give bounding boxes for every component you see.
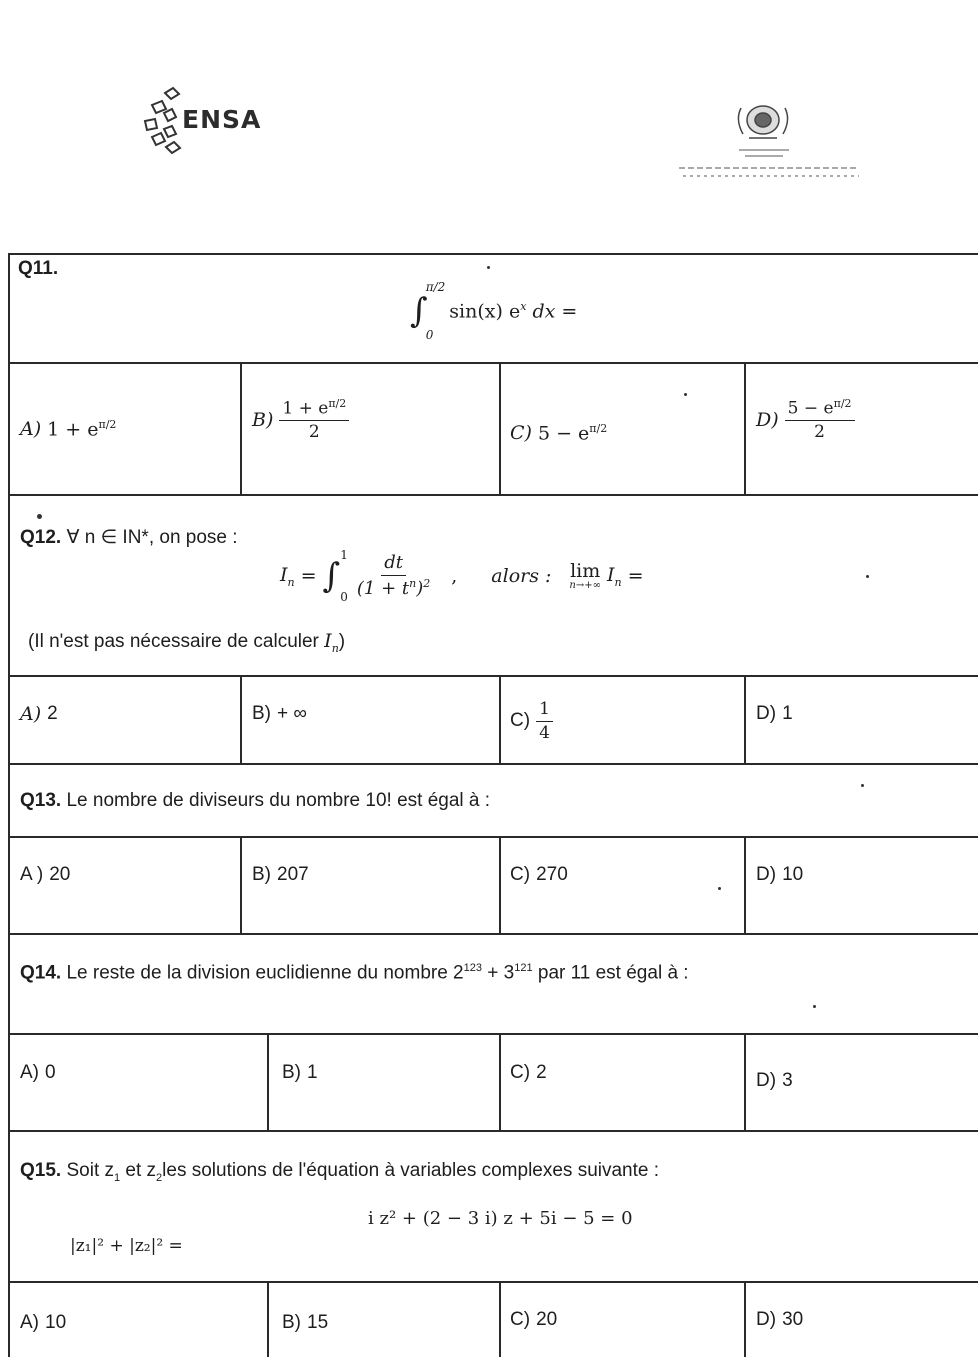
- q12-upper-bound: 1: [340, 548, 348, 562]
- q15-option-d-text: 30: [782, 1309, 804, 1330]
- q11-lower-bound: 0: [425, 328, 434, 342]
- q12-eq: =: [300, 565, 317, 587]
- q12-intro: ∀ n ∈ IN*, on pose :: [66, 527, 238, 548]
- rule-q11-col3: [744, 362, 746, 494]
- q12-option-a-letter: A): [20, 703, 42, 725]
- rule-q12-col1: [240, 675, 242, 763]
- q11-option-c-letter: C): [510, 422, 532, 445]
- q12-option-b[interactable]: [252, 703, 307, 725]
- q15-text-c: les solutions de l'équation à variables complexes suivante :: [162, 1160, 660, 1181]
- q14-option-b[interactable]: [282, 1062, 318, 1084]
- q15-option-a-text: 10: [45, 1312, 67, 1333]
- q12-option-c[interactable]: [510, 700, 553, 742]
- q11-option-a-text: 1 + e: [47, 418, 99, 441]
- q11-option-c[interactable]: [510, 422, 607, 444]
- q15-text-b: et z: [120, 1160, 157, 1181]
- q14-option-c-text: 2: [536, 1062, 547, 1083]
- q12-option-a[interactable]: [20, 703, 58, 725]
- ensa-logo-text: ENSA: [182, 105, 262, 134]
- rule-q14-col3: [744, 1033, 746, 1130]
- q15-sub2: 2: [156, 1171, 163, 1184]
- q14-label: Q14.: [20, 962, 62, 984]
- q15-equation: i z² + (2 − 3 i) z + 5i − 5 = 0: [368, 1208, 633, 1229]
- q12-option-b-letter: B): [252, 703, 271, 724]
- q12-definition: $I_n$ = ∫ 1 0 $\frac{dt}{(1 + t^n)^2}$ , alors : lim n→+∞ $I_n$ =: [280, 548, 644, 604]
- q14-option-a-letter: A): [20, 1062, 39, 1083]
- rule-q13-col2: [499, 836, 501, 933]
- q12-option-d-text: 1: [782, 703, 793, 724]
- q12-option-a-text: 2: [47, 703, 58, 724]
- q15-option-a[interactable]: [20, 1312, 66, 1334]
- rule-q13-col3: [744, 836, 746, 933]
- q11-option-d-letter: D): [756, 409, 779, 432]
- q11-dx: dx =: [532, 300, 578, 323]
- q15-sub1: 1: [114, 1171, 121, 1184]
- q12-note-var-sub: n: [331, 641, 339, 655]
- q11-option-a-letter: A): [20, 418, 42, 441]
- q11-integrand: sin(x) e: [449, 300, 521, 323]
- q15-option-b-text: 15: [307, 1312, 329, 1333]
- rule-q12-col2: [499, 675, 501, 763]
- q13-option-b-text: 207: [277, 864, 309, 885]
- q11-option-b-num: 1 + e: [282, 398, 329, 419]
- q12-lower-bound: 0: [340, 590, 348, 604]
- kingdom-seal: [675, 98, 865, 188]
- q12-note: [28, 630, 345, 655]
- q11-option-b-letter: B): [252, 409, 274, 432]
- ensa-logo: [140, 85, 280, 155]
- q15-option-d-letter: D): [756, 1309, 777, 1330]
- q14-option-d-letter: D): [756, 1070, 777, 1091]
- q11-integrand-exp: x: [520, 299, 527, 313]
- q12-note-var: I: [324, 630, 332, 652]
- q13-option-c-letter: C): [510, 864, 531, 885]
- rule-q14-col1: [267, 1033, 269, 1130]
- rule-q13-options-bottom: [8, 933, 978, 935]
- scan-speck: [813, 1005, 816, 1008]
- q13-option-c[interactable]: [510, 864, 568, 886]
- q11-option-c-exp: π/2: [589, 422, 608, 435]
- q13-header: [20, 790, 490, 812]
- q15-label: Q15.: [20, 1160, 62, 1181]
- q14-exp2: 121: [514, 962, 533, 974]
- q12-alors: alors :: [491, 565, 552, 587]
- q15-modulus-sum: |z₁|² + |z₂|² =: [70, 1236, 183, 1256]
- q11-option-d-num: 5 − e: [787, 398, 834, 419]
- q13-option-a-letter: A ): [20, 864, 44, 885]
- q14-option-b-text: 1: [307, 1062, 318, 1083]
- q14-text-before: Le reste de la division euclidienne du nombre 2: [66, 962, 464, 984]
- q12-lhs: I: [280, 563, 288, 586]
- q14-option-d[interactable]: [756, 1070, 793, 1092]
- rule-q12-col3: [744, 675, 746, 763]
- q13-option-c-text: 270: [536, 864, 568, 885]
- q12-note-end: ): [338, 631, 346, 652]
- q14-header: [20, 962, 689, 984]
- q12-option-c-num: 1: [536, 700, 553, 722]
- q15-option-b-letter: B): [282, 1312, 301, 1333]
- rule-left: [8, 253, 10, 1357]
- q12-frac-den-exp: n: [409, 577, 417, 590]
- q12-lim: lim: [570, 559, 601, 582]
- q13-option-a[interactable]: [20, 864, 70, 886]
- q13-option-b[interactable]: [252, 864, 309, 886]
- q12-lim-rhs-sub: n: [614, 575, 622, 589]
- rule-top: [8, 253, 978, 255]
- q13-option-d-text: 10: [782, 864, 804, 885]
- q12-option-d[interactable]: [756, 703, 793, 725]
- scan-speck: [866, 575, 869, 578]
- q14-option-a[interactable]: [20, 1062, 56, 1084]
- q11-option-a[interactable]: [20, 418, 116, 440]
- q11-option-b-exp: π/2: [328, 397, 347, 410]
- scan-speck: [718, 887, 721, 890]
- rule-q14-options-bottom: [8, 1130, 978, 1132]
- q12-frac-den-exp2: 2: [423, 577, 431, 590]
- q14-option-c-letter: C): [510, 1062, 531, 1083]
- q11-label: Q11.: [18, 258, 59, 279]
- rule-q11-options-bottom: [8, 494, 978, 496]
- q11-option-d-exp: π/2: [833, 397, 852, 410]
- q12-frac-den: (1 + t: [356, 578, 410, 599]
- q13-option-d[interactable]: [756, 864, 803, 886]
- q15-option-d[interactable]: [756, 1309, 803, 1331]
- q12-lim-eq: =: [627, 565, 644, 587]
- q12-option-b-text: + ∞: [277, 703, 307, 724]
- rule-q11-col2: [499, 362, 501, 494]
- rule-q15-col1: [267, 1281, 269, 1357]
- q12-header: [20, 526, 238, 549]
- q12-frac-num: dt: [381, 553, 406, 576]
- q15-option-b[interactable]: [282, 1312, 328, 1334]
- q11-upper-bound: π/2: [425, 280, 446, 294]
- rule-q11-col1: [240, 362, 242, 494]
- scan-speck: [37, 514, 42, 519]
- rule-q14-options-top: [8, 1033, 978, 1035]
- q11-option-b-den: 2: [308, 422, 320, 443]
- rule-q15-col3: [744, 1281, 746, 1357]
- q14-option-a-text: 0: [45, 1062, 56, 1083]
- q15-text-a: Soit z: [66, 1160, 115, 1181]
- q15-option-c-text: 20: [536, 1309, 558, 1330]
- rule-q14-col2: [499, 1033, 501, 1130]
- q14-plus: + 3: [482, 962, 515, 984]
- q12-option-c-den: 4: [539, 722, 550, 743]
- q12-frac-den-end: ): [416, 578, 424, 599]
- q11-option-c-text: 5 − e: [537, 422, 590, 445]
- q12-option-c-letter: C): [510, 710, 531, 732]
- q14-text-after: par 11 est égal à :: [532, 962, 689, 984]
- rule-q15-options-top: [8, 1281, 978, 1283]
- q14-option-b-letter: B): [282, 1062, 301, 1083]
- q12-lhs-sub: n: [287, 575, 295, 589]
- q13-option-b-letter: B): [252, 864, 271, 885]
- q12-lim-sub: n→+∞: [569, 579, 601, 591]
- rule-q13-options-top: [8, 836, 978, 838]
- q12-option-d-letter: D): [756, 703, 777, 724]
- q13-text: Le nombre de diviseurs du nombre 10! est égal à :: [66, 790, 491, 811]
- q11-option-d-den: 2: [814, 422, 825, 443]
- scan-speck: [487, 266, 490, 269]
- q13-option-a-text: 20: [49, 864, 71, 885]
- rule-q12-options-bottom: [8, 763, 978, 765]
- rule-q12-options-top: [8, 675, 978, 677]
- scan-speck: [861, 784, 864, 787]
- royal-emblem-icon: [675, 98, 865, 188]
- q15-option-c[interactable]: [510, 1309, 557, 1331]
- q12-label: Q12.: [20, 527, 62, 548]
- q14-exp1: 123: [463, 962, 482, 974]
- q12-note-text: (Il n'est pas nécessaire de calculer: [28, 631, 319, 652]
- scan-speck: [684, 393, 687, 396]
- rule-q13-col1: [240, 836, 242, 933]
- q11-option-a-exp: π/2: [98, 418, 117, 431]
- q11-option-d[interactable]: [756, 398, 855, 442]
- q14-option-d-text: 3: [782, 1070, 793, 1091]
- rule-q15-col2: [499, 1281, 501, 1357]
- q13-option-d-letter: D): [756, 864, 777, 885]
- q13-label: Q13.: [20, 790, 62, 811]
- q12-lim-rhs: I: [606, 563, 615, 586]
- q15-option-c-letter: C): [510, 1309, 531, 1330]
- q11-integral: ∫ π/2 0 sin(x) $e^x$ dx =: [410, 280, 578, 342]
- q15-option-a-letter: A): [20, 1312, 39, 1333]
- rule-q11-options-top: [8, 362, 978, 364]
- q15-header: [20, 1160, 659, 1184]
- q11-option-b[interactable]: [252, 398, 349, 442]
- q14-option-c[interactable]: [510, 1062, 547, 1084]
